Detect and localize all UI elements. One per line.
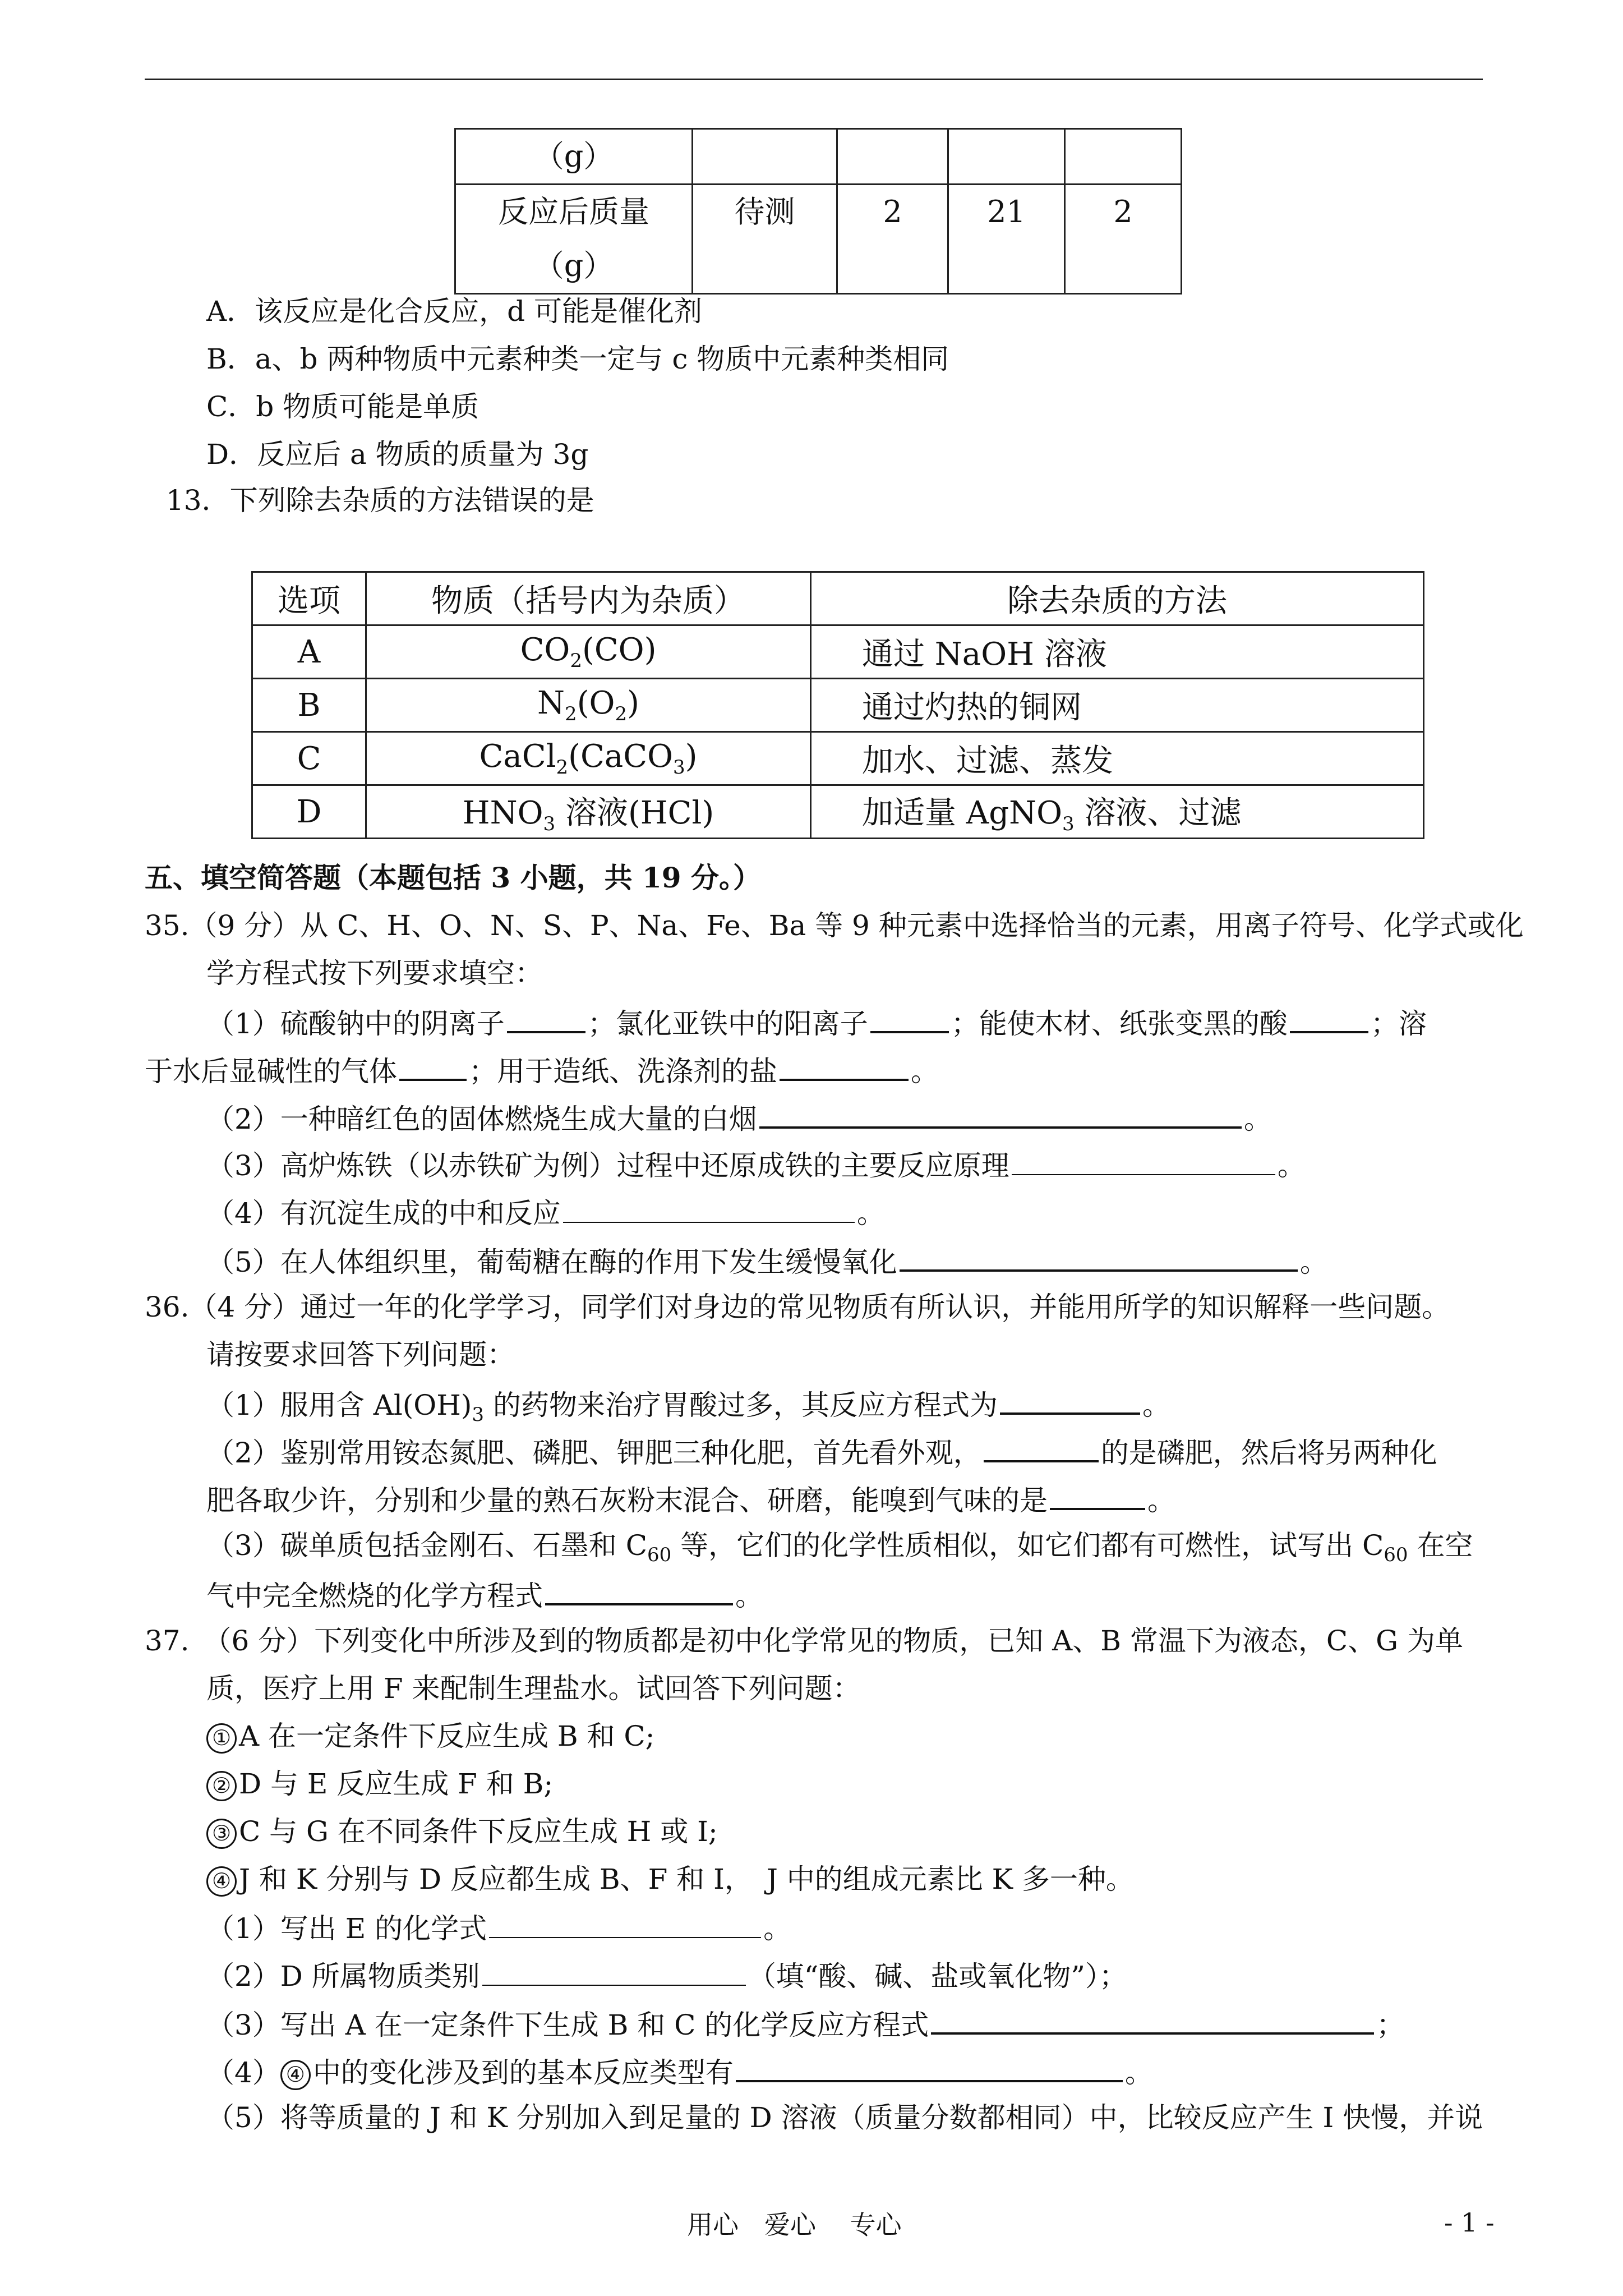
table-cell: D bbox=[252, 785, 366, 839]
answer-blank[interactable] bbox=[984, 1433, 1099, 1462]
formula: (CO) bbox=[582, 631, 657, 668]
text: ；溶 bbox=[1370, 1007, 1427, 1040]
table-cell bbox=[837, 129, 948, 185]
header-cell: 除去杂质的方法 bbox=[811, 572, 1424, 625]
formula: ) bbox=[627, 684, 639, 721]
option-d: D．反应后 a 物质的质量为 3g bbox=[206, 438, 589, 471]
formula: (O bbox=[577, 684, 615, 721]
mass-table bbox=[454, 128, 1182, 295]
table-row bbox=[455, 129, 1182, 185]
table-row bbox=[252, 625, 1424, 679]
q36-part3-cont bbox=[206, 1576, 763, 1613]
text: 在空 bbox=[1408, 1529, 1473, 1562]
answer-blank[interactable] bbox=[1050, 1481, 1145, 1510]
subscript: 2 bbox=[565, 703, 577, 726]
text: （1）硫酸钠中的阴离子 bbox=[206, 1007, 505, 1040]
q37-part1 bbox=[206, 1910, 791, 1945]
answer-blank[interactable] bbox=[482, 1958, 746, 1986]
text: 。 bbox=[735, 1580, 763, 1612]
subscript: 3 bbox=[472, 1404, 485, 1426]
text: 。 bbox=[856, 1197, 885, 1230]
section-title: 五、填空简答题（本题包括 3 小题，共 19 分。） bbox=[145, 861, 761, 894]
q37-part5: （5）将等质量的 J 和 K 分别加入到足量的 D 溶液（质量分数都相同）中，比较反应产生 I 快慢，并说 bbox=[206, 2101, 1483, 2134]
q37-condition-1 bbox=[206, 1719, 655, 1754]
q36-part3 bbox=[206, 1529, 1473, 1572]
formula: 溶液(HCl) bbox=[555, 794, 714, 831]
q37-part2 bbox=[206, 1958, 1127, 1993]
answer-blank[interactable] bbox=[736, 2053, 1123, 2082]
q35-stem-2: 学方程式按下列要求填空： bbox=[206, 957, 543, 990]
text: C 与 G 在不同条件下反应生成 H 或 I; bbox=[239, 1815, 718, 1848]
table-row bbox=[455, 185, 1182, 294]
table-cell: B bbox=[252, 679, 366, 732]
circled-number: ④ bbox=[206, 1866, 237, 1897]
text: 的药物来治疗胃酸过多，其反应方程式为 bbox=[484, 1389, 998, 1421]
q35-part1-cont bbox=[145, 1052, 939, 1088]
text: 。 bbox=[1124, 2056, 1153, 2089]
table-cell: A bbox=[252, 625, 366, 679]
row-label: 反应后质量 bbox=[498, 194, 649, 229]
q35-part4 bbox=[206, 1195, 885, 1230]
table-row bbox=[252, 572, 1424, 625]
q37-stem-2: 质，医疗上用 F 来配制生理盐水。试回答下列问题： bbox=[206, 1672, 861, 1705]
q36-part1 bbox=[206, 1386, 1170, 1432]
answer-blank[interactable] bbox=[489, 1910, 761, 1938]
circled-number: ③ bbox=[206, 1819, 237, 1849]
q37-condition-3 bbox=[206, 1815, 718, 1849]
text: 。 bbox=[1243, 1103, 1272, 1135]
text: 气中完全燃烧的化学方程式 bbox=[206, 1580, 543, 1612]
table-cell: 2 bbox=[837, 185, 948, 294]
answer-blank[interactable] bbox=[399, 1052, 467, 1081]
table-cell bbox=[366, 679, 811, 732]
q37-condition-4 bbox=[206, 1862, 1134, 1897]
subscript: 3 bbox=[543, 813, 556, 836]
text: ；用于造纸、洗涤剂的盐 bbox=[469, 1055, 777, 1088]
text: 等，它们的化学性质相似，如它们都有可燃性，试写出 C bbox=[671, 1529, 1384, 1562]
header-rule bbox=[145, 79, 1483, 80]
q35-part5 bbox=[206, 1243, 1328, 1279]
header-cell: 选项 bbox=[252, 572, 366, 625]
answer-blank[interactable] bbox=[1000, 1386, 1140, 1415]
text: 肥各取少许，分别和少量的熟石灰粉末混合、研磨，能嗅到气味的是 bbox=[206, 1484, 1048, 1517]
option-a: A．该反应是化合反应，d 可能是催化剂 bbox=[206, 295, 703, 328]
q35-part1 bbox=[206, 1004, 1427, 1041]
circled-number: ④ bbox=[280, 2060, 311, 2090]
table-cell: C bbox=[252, 732, 366, 785]
table-cell bbox=[948, 129, 1065, 185]
table-cell bbox=[366, 625, 811, 679]
table-cell bbox=[1065, 129, 1182, 185]
subscript: 3 bbox=[1062, 813, 1075, 836]
table-cell: 加水、过滤、蒸发 bbox=[811, 732, 1424, 785]
table-cell: 2 bbox=[1065, 185, 1182, 294]
formula: CaCl bbox=[479, 738, 556, 775]
q35-part3 bbox=[206, 1147, 1306, 1182]
table-row bbox=[252, 785, 1424, 839]
subscript: 2 bbox=[570, 650, 582, 673]
text: （4）有沉淀生成的中和反应 bbox=[206, 1197, 561, 1230]
text: 中的变化涉及到的基本反应类型有 bbox=[312, 2056, 734, 2089]
text: 的是磷肥，然后将另两种化 bbox=[1100, 1437, 1437, 1469]
subscript: 2 bbox=[615, 703, 628, 726]
text: 。 bbox=[1147, 1484, 1175, 1517]
table-cell: 待测 bbox=[693, 185, 837, 294]
q36-part2-cont bbox=[206, 1481, 1175, 1517]
text: （3）写出 A 在一定条件下生成 B 和 C 的化学反应方程式 bbox=[206, 2009, 929, 2041]
table-cell bbox=[811, 785, 1424, 839]
answer-blank[interactable] bbox=[545, 1576, 733, 1605]
text: （填“酸、碱、盐或氧化物”）； bbox=[748, 1960, 1127, 1993]
text: 。 bbox=[763, 1912, 792, 1945]
text: 。 bbox=[911, 1055, 939, 1088]
table-cell: 通过 NaOH 溶液 bbox=[811, 625, 1424, 679]
formula: CO bbox=[520, 631, 570, 668]
text: ；能使木材、纸张变黑的酸 bbox=[951, 1007, 1288, 1040]
question-13: 13．下列除去杂质的方法错误的是 bbox=[166, 484, 594, 517]
answer-blank[interactable] bbox=[759, 1099, 1242, 1129]
text: 于水后显碱性的气体 bbox=[145, 1055, 397, 1088]
text: （2）鉴别常用铵态氮肥、磷肥、钾肥三种化肥，首先看外观， bbox=[206, 1437, 981, 1469]
table-row bbox=[252, 679, 1424, 732]
text: （2）一种暗红色的固体燃烧生成大量的白烟 bbox=[206, 1103, 757, 1135]
answer-blank[interactable] bbox=[1290, 1004, 1368, 1033]
text: ；氯化亚铁中的阳离子 bbox=[587, 1007, 868, 1040]
header-cell: 物质（括号内为杂质） bbox=[366, 572, 811, 625]
answer-blank[interactable] bbox=[563, 1195, 855, 1223]
text: （5）在人体组织里，葡萄糖在酶的作用下发生缓慢氧化 bbox=[206, 1246, 897, 1278]
table-row bbox=[252, 732, 1424, 785]
q37-condition-2 bbox=[206, 1767, 553, 1801]
text: 。 bbox=[1142, 1389, 1170, 1421]
table-cell: 21 bbox=[948, 185, 1065, 294]
table-cell bbox=[366, 732, 811, 785]
subscript: 2 bbox=[556, 756, 569, 779]
table-cell: 通过灼热的铜网 bbox=[811, 679, 1424, 732]
text: A 在一定条件下反应生成 B 和 C; bbox=[239, 1720, 655, 1752]
table-cell bbox=[366, 785, 811, 839]
text: （3）高炉炼铁（以赤铁矿为例）过程中还原成铁的主要反应原理 bbox=[206, 1149, 1009, 1182]
circled-number: ② bbox=[206, 1771, 237, 1801]
formula: ) bbox=[685, 738, 698, 775]
text: （3）碳单质包括金刚石、石墨和 C bbox=[206, 1529, 647, 1562]
text: J 和 K 分别与 D 反应都生成 B、F 和 I， J 中的组成元素比 K 多一种。 bbox=[239, 1863, 1134, 1895]
answer-blank[interactable] bbox=[870, 1004, 949, 1033]
q35-part2 bbox=[206, 1099, 1272, 1136]
formula: N bbox=[537, 684, 565, 721]
q37-part3 bbox=[206, 2005, 1404, 2042]
row-label-unit: （g） bbox=[533, 248, 614, 283]
table-cell: （g） bbox=[455, 129, 693, 185]
option-b: B．a、b 两种物质中元素种类一定与 c 物质中元素种类相同 bbox=[206, 343, 949, 375]
answer-blank[interactable] bbox=[780, 1052, 909, 1081]
footer-motto: 用心 爱心 专心 bbox=[687, 2210, 902, 2240]
q35-stem: 35.（9 分）从 C、H、O、N、S、P、Na、Fe、Ba 等 9 种元素中选择恰当的元素，用离子符号、化学式或化 bbox=[145, 909, 1524, 942]
answer-blank[interactable] bbox=[931, 2005, 1374, 2035]
q37-stem: 37. （6 分）下列变化中所涉及到的物质都是初中化学常见的物质，已知 A、B 常温下为液态，C、G 为单 bbox=[145, 1625, 1463, 1657]
text: （2）D 所属物质类别 bbox=[206, 1960, 480, 1993]
text: 。 bbox=[1299, 1246, 1328, 1278]
text: （4） bbox=[206, 2056, 280, 2089]
q36-stem: 36.（4 分）通过一年的化学学习，同学们对身边的常见物质有所认识，并能用所学的知识解释一些问题。 bbox=[145, 1291, 1450, 1323]
impurity-table bbox=[251, 571, 1424, 839]
answer-blank[interactable] bbox=[900, 1243, 1298, 1272]
table-cell bbox=[455, 185, 693, 294]
method-text: 溶液、过滤 bbox=[1074, 794, 1242, 831]
subscript: 3 bbox=[672, 756, 685, 779]
formula: (CaCO bbox=[568, 738, 673, 775]
table-cell bbox=[693, 129, 837, 185]
text: D 与 E 反应生成 F 和 B; bbox=[239, 1768, 554, 1800]
answer-blank[interactable] bbox=[507, 1004, 585, 1033]
text: 。 bbox=[1277, 1149, 1306, 1182]
subscript: 60 bbox=[1384, 1544, 1408, 1566]
formula: HNO bbox=[462, 794, 543, 831]
page-number: - 1 - bbox=[1444, 2207, 1495, 2238]
text: （1）写出 E 的化学式 bbox=[206, 1912, 487, 1945]
circled-number: ① bbox=[206, 1723, 237, 1754]
option-c: C．b 物质可能是单质 bbox=[206, 390, 479, 423]
method-text: 加适量 AgNO bbox=[862, 794, 1062, 831]
text: ； bbox=[1376, 2009, 1405, 2041]
q37-part4 bbox=[206, 2053, 1153, 2090]
q36-part2 bbox=[206, 1433, 1437, 1470]
q36-stem-2: 请按要求回答下列问题： bbox=[206, 1338, 515, 1371]
answer-blank[interactable] bbox=[1012, 1147, 1275, 1175]
subscript: 60 bbox=[647, 1544, 672, 1566]
text: （1）服用含 Al(OH) bbox=[206, 1389, 472, 1421]
